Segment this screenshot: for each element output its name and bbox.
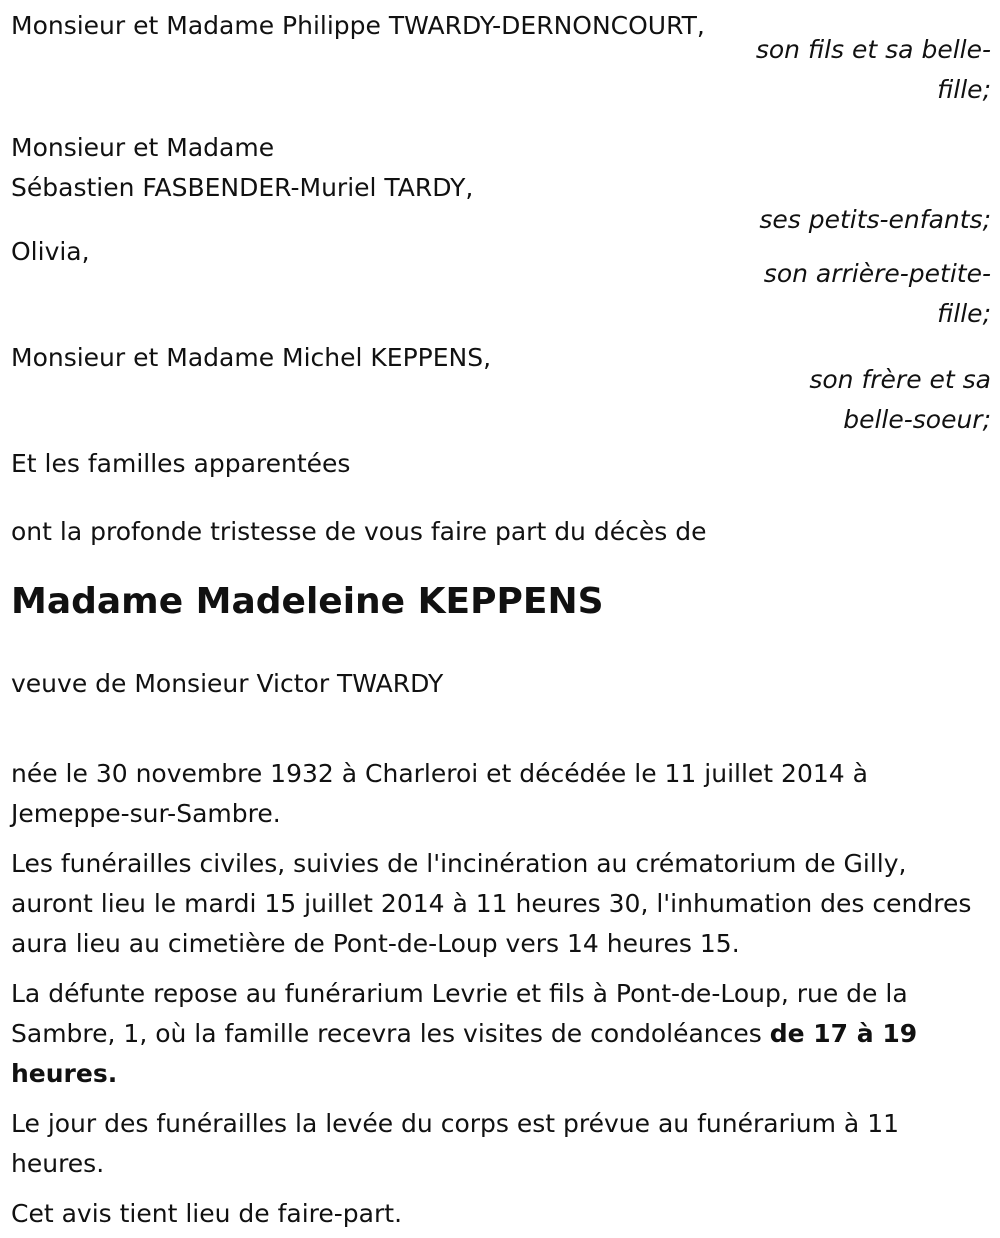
family-names-line-2: Sébastien FASBENDER-Muriel TARDY, — [11, 173, 474, 202]
family-block-brother — [11, 338, 991, 440]
birth-death: née le 30 novembre 1932 à Charleroi et décédée le 11 juillet 2014 à Jemeppe-sur-Sambre. — [11, 759, 868, 828]
family-names: Olivia, — [11, 237, 90, 266]
family-relation: ses petits-enfants; — [759, 205, 991, 234]
visiting-hours: de 17 à 19 heures. — [11, 1019, 918, 1088]
family-names-line-1: Monsieur et Madame — [11, 133, 275, 162]
announcement: ont la profonde tristesse de vous faire part du décès de — [11, 517, 707, 546]
departure-details: Le jour des funérailles la levée du corps est prévue au funérarium à 11 heures. — [11, 1109, 900, 1178]
family-block-son — [11, 6, 991, 110]
family-names: Monsieur et Madame Philippe TWARDY-DERNONCOURT, — [11, 11, 705, 40]
funerarium-details — [11, 974, 991, 1094]
funerarium-text: La défunte repose au funérarium Levrie et fils à Pont-de-Loup, rue de la Sambre, 1, où la famille recevra les visites de condoléances — [11, 979, 908, 1048]
family-names: Monsieur et Madame Michel KEPPENS, — [11, 343, 492, 372]
closing-note: Cet avis tient lieu de faire-part. — [11, 1199, 403, 1228]
funeral-details: Les funérailles civiles, suivies de l'incinération au crématorium de Gilly, auront lieu le mardi 15 juillet 2014 à 11 heures 30, l'inhumation des cendres aura lieu au cimetière de Pont-de-Loup vers 14 heures 15. — [11, 849, 972, 958]
family-block-grandchildren — [11, 128, 991, 240]
family-relation: son frère et sa belle-soeur; — [809, 365, 991, 434]
widow-of: veuve de Monsieur Victor TWARDY — [11, 669, 444, 698]
other-family: Et les familles apparentées — [11, 449, 351, 478]
deceased-name: Madame Madeleine KEPPENS — [11, 581, 604, 622]
family-relation: son arrière-petite-fille; — [763, 259, 991, 328]
family-relation: son fils et sa belle-fille; — [755, 35, 991, 104]
family-block-great-grandchild — [11, 232, 991, 334]
